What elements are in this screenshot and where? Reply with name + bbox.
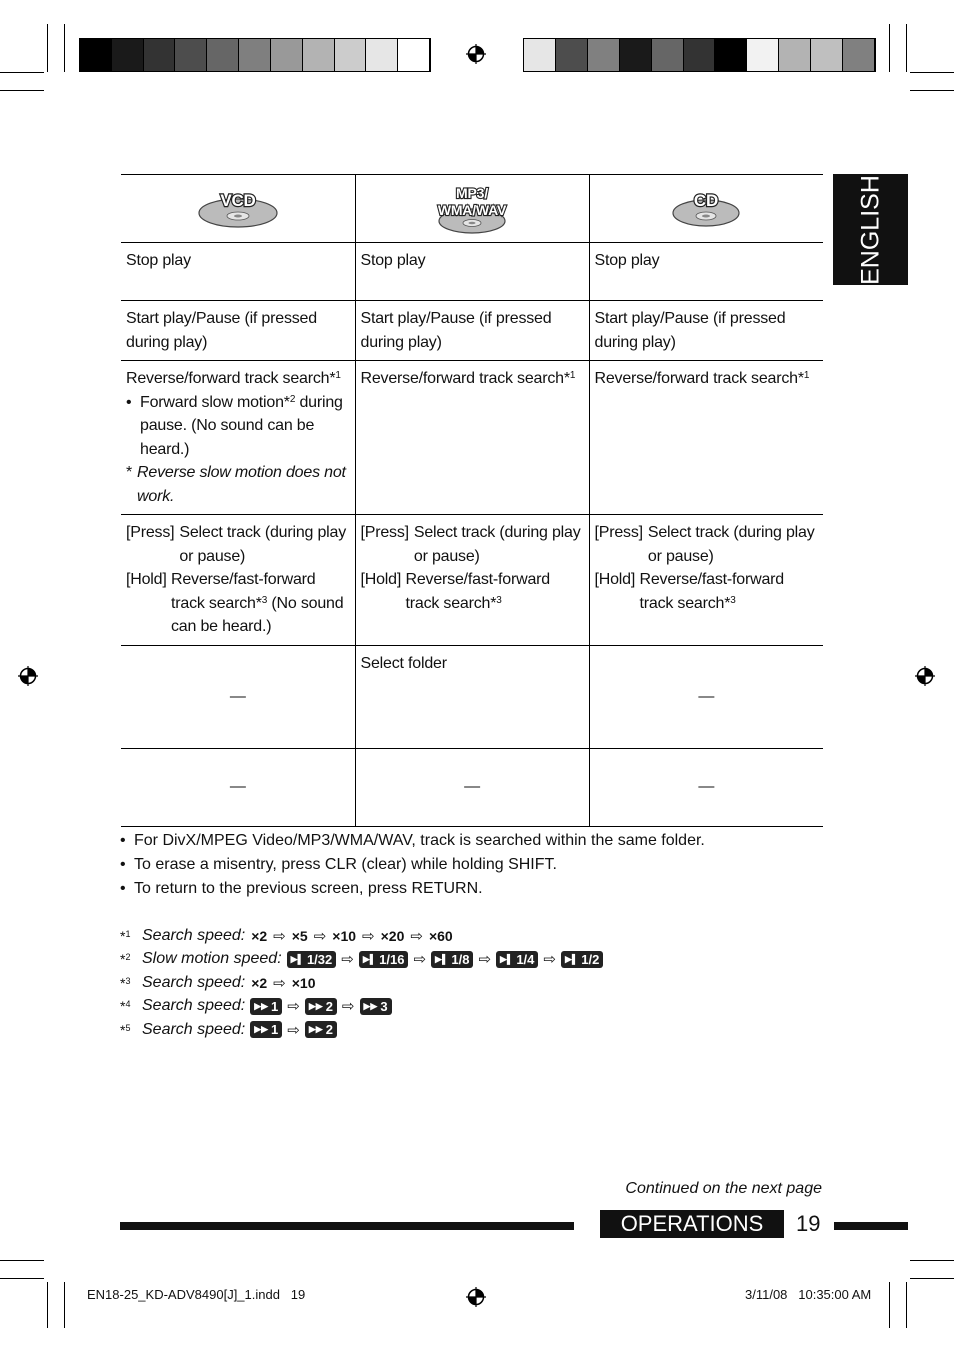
color-swatch	[588, 39, 620, 71]
table-row	[121, 748, 823, 826]
slug-file: EN18-25_KD-ADV8490[J]_1.indd 19	[87, 1287, 306, 1302]
vcd-disc-icon	[197, 189, 279, 229]
svg-text:MP3/: MP3/	[456, 184, 488, 201]
color-swatch	[303, 39, 335, 71]
section-label: OPERATIONS	[600, 1210, 784, 1238]
table-row	[121, 361, 823, 515]
color-swatch	[112, 39, 144, 71]
start-vcd: Start play/Pause (if pressed during play)	[126, 310, 317, 351]
arrow-right-icon: ⇨	[341, 998, 355, 1016]
speed-badge: ▶▌ 1/2	[561, 951, 603, 968]
color-swatch	[747, 39, 779, 71]
crop-mark	[0, 90, 44, 91]
color-swatch	[715, 39, 747, 71]
color-swatch	[271, 39, 303, 71]
crop-mark	[0, 1278, 44, 1279]
crop-mark	[47, 1282, 48, 1328]
mp3-wma-wav-disc-icon	[431, 183, 513, 235]
speed-row	[120, 995, 604, 1019]
header-cell-cd	[589, 175, 823, 243]
list-item: • For DivX/MPEG Video/MP3/WMA/WAV, track is searched within the same folder.	[120, 829, 705, 853]
color-swatch	[556, 39, 588, 71]
speed-badge: ▶▌ 1/8	[431, 951, 473, 968]
vcd-disc-label: VCD	[220, 190, 256, 210]
speed-badge: ▶▌ 1/32	[287, 951, 337, 968]
crop-mark	[906, 1282, 907, 1328]
color-swatch	[80, 39, 112, 71]
speed-badge: ▶▶ 2	[305, 1021, 337, 1038]
language-tab-label: ENGLISH	[856, 174, 884, 285]
arrow-right-icon: ⇨	[478, 951, 492, 969]
speed-badge: ▶▶ 1	[250, 998, 282, 1015]
crop-mark	[0, 1260, 44, 1261]
speed-row	[120, 1018, 604, 1042]
operations-table	[121, 174, 823, 827]
footnote-marker: *$^2$	[120, 951, 131, 968]
crop-mark	[64, 24, 65, 72]
speed-badge: ▶▶ 1	[250, 1021, 282, 1038]
color-swatch	[175, 39, 207, 71]
speed-row	[120, 924, 604, 948]
search-mp3: Reverse/forward track search*$^1$	[355, 361, 589, 515]
crop-mark	[910, 1278, 954, 1279]
footnote-marker: *$^4$	[120, 998, 131, 1015]
color-bar-left	[79, 38, 431, 72]
play-glyph-icon: ▶▌	[500, 953, 514, 964]
slug-date: 3/11/08 10:35:00 AM	[745, 1287, 872, 1302]
color-swatch	[366, 39, 398, 71]
table-row	[121, 515, 823, 646]
play-glyph-icon: ▶▶	[363, 1000, 378, 1011]
color-swatch	[811, 39, 843, 71]
speed-row	[120, 971, 604, 995]
start-mp3: Start play/Pause (if pressed during play)	[355, 301, 589, 361]
color-swatch	[239, 39, 271, 71]
folder-mp3: Select folder	[355, 645, 589, 748]
language-tab	[833, 174, 908, 285]
color-swatch	[524, 39, 556, 71]
stop-vcd: Stop play	[126, 252, 191, 269]
registration-mark-icon	[465, 43, 487, 65]
select-cd: [Press] Select track (during play or pause) [Hold] Reverse/fast-forward track search*$^3$	[589, 515, 823, 646]
speed-multiplier: ×10	[291, 974, 316, 991]
crop-mark	[910, 90, 954, 91]
play-glyph-icon: ▶▶	[308, 1000, 323, 1011]
speed-label: Search speed:	[142, 973, 246, 991]
speed-badge: ▶▶ 2	[305, 998, 337, 1015]
arrow-right-icon: ⇨	[273, 927, 286, 945]
color-swatch	[398, 39, 430, 71]
registration-mark-icon	[17, 665, 39, 687]
select-vcd: [Press] Select track (during play or pause) [Hold] Reverse/fast-forward track search*$^3$ (No sound can be heard.)	[126, 524, 347, 635]
speed-multiplier: ×10	[332, 927, 357, 944]
speed-badge: ▶▶ 3	[360, 998, 392, 1015]
crop-mark	[889, 24, 890, 72]
play-glyph-icon: ▶▶	[254, 1024, 269, 1035]
arrow-right-icon: ⇨	[313, 927, 327, 945]
search-vcd: Reverse/forward track search*$^1$ • Forward slow motion*$^2$ during pause. (No sound can be heard.) * Reverse slow motion does not work.	[121, 361, 355, 515]
arrow-right-icon: ⇨	[410, 927, 423, 945]
slow-motion-bullet: • Forward slow motion*$^2$ during pause. (No sound can be heard.)	[126, 391, 350, 462]
speed-multiplier: ×5	[291, 927, 308, 944]
registration-mark-icon	[914, 665, 936, 687]
arrow-right-icon: ⇨	[273, 974, 286, 992]
footer-rule	[834, 1222, 908, 1230]
crop-mark	[889, 1282, 890, 1328]
speed-label: Search speed:	[142, 926, 246, 944]
color-swatch	[207, 39, 239, 71]
footnote-marker: *$^1$	[120, 927, 131, 944]
crop-mark	[910, 72, 954, 73]
speed-label: Search speed:	[142, 1020, 246, 1038]
arrow-right-icon: ⇨	[362, 927, 375, 945]
arrow-right-icon: ⇨	[543, 951, 556, 969]
slow-motion-note: * Reverse slow motion does not work.	[126, 464, 346, 505]
speed-multiplier: ×20	[380, 927, 405, 944]
arrow-right-icon: ⇨	[287, 998, 300, 1016]
list-item: • To return to the previous screen, press RETURN.	[120, 877, 705, 901]
play-glyph-icon: ▶▌	[564, 953, 579, 964]
cd-disc-icon	[665, 189, 747, 229]
registration-mark-icon	[465, 1286, 487, 1308]
crop-mark	[906, 24, 907, 72]
start-cd: Start play/Pause (if pressed during play)	[589, 301, 823, 361]
footnote-marker: *$^3$	[120, 974, 131, 991]
stop-mp3: Stop play	[355, 243, 589, 301]
speed-multiplier: ×2	[251, 974, 268, 991]
notes-list	[120, 829, 705, 901]
speed-badge: ▶▌ 1/4	[496, 951, 538, 968]
last-mp3: —	[355, 748, 589, 826]
header-cell-vcd	[121, 175, 355, 243]
speed-label: Search speed:	[142, 997, 246, 1015]
arrow-right-icon: ⇨	[413, 951, 427, 969]
play-glyph-icon: ▶▌	[290, 953, 304, 964]
footer-rule	[120, 1222, 574, 1230]
color-swatch	[144, 39, 176, 71]
select-mp3: [Press] Select track (during play or pause) [Hold] Reverse/fast-forward track search*$^3$	[355, 515, 589, 646]
search-cd: Reverse/forward track search*$^1$	[589, 361, 823, 515]
speed-badge: ▶▌ 1/16	[359, 951, 409, 968]
header-cell-mp3	[355, 175, 589, 243]
speed-label: Slow motion speed:	[142, 950, 282, 968]
stop-cd: Stop play	[589, 243, 823, 301]
play-glyph-icon: ▶▌	[435, 953, 449, 964]
color-swatch	[684, 39, 716, 71]
table-row	[121, 301, 823, 361]
cd-disc-label: CD	[694, 190, 719, 210]
color-swatch	[779, 39, 811, 71]
speed-multiplier: ×2	[251, 927, 268, 944]
footnote-marker: *$^5$	[120, 1021, 131, 1038]
last-cd: —	[589, 748, 823, 826]
play-glyph-icon: ▶▶	[254, 1000, 269, 1011]
play-glyph-icon: ▶▌	[362, 953, 377, 964]
color-swatch	[843, 39, 875, 71]
continued-note: Continued on the next page	[625, 1180, 822, 1197]
arrow-right-icon: ⇨	[341, 951, 354, 969]
folder-vcd: —	[229, 687, 246, 705]
crop-mark	[64, 1282, 65, 1328]
table-row	[121, 243, 823, 301]
crop-mark	[910, 1260, 954, 1261]
speed-multiplier: ×60	[428, 927, 453, 944]
list-item: • To erase a misentry, press CLR (clear) while holding SHIFT.	[120, 853, 705, 877]
crop-mark	[47, 24, 48, 72]
color-bar-right	[523, 38, 876, 72]
play-glyph-icon: ▶▶	[308, 1024, 323, 1035]
color-swatch	[335, 39, 367, 71]
color-swatch	[620, 39, 652, 71]
page-number: 19	[796, 1211, 821, 1236]
color-swatch	[652, 39, 684, 71]
table-header-row	[121, 175, 823, 243]
crop-mark	[0, 72, 44, 73]
table-row	[121, 645, 823, 748]
speed-footnotes	[120, 924, 604, 1042]
svg-text:WMA/WAV: WMA/WAV	[437, 201, 507, 218]
arrow-right-icon: ⇨	[287, 1021, 300, 1039]
speed-row	[120, 948, 604, 972]
last-vcd: —	[229, 778, 246, 796]
folder-cd: —	[589, 645, 823, 748]
